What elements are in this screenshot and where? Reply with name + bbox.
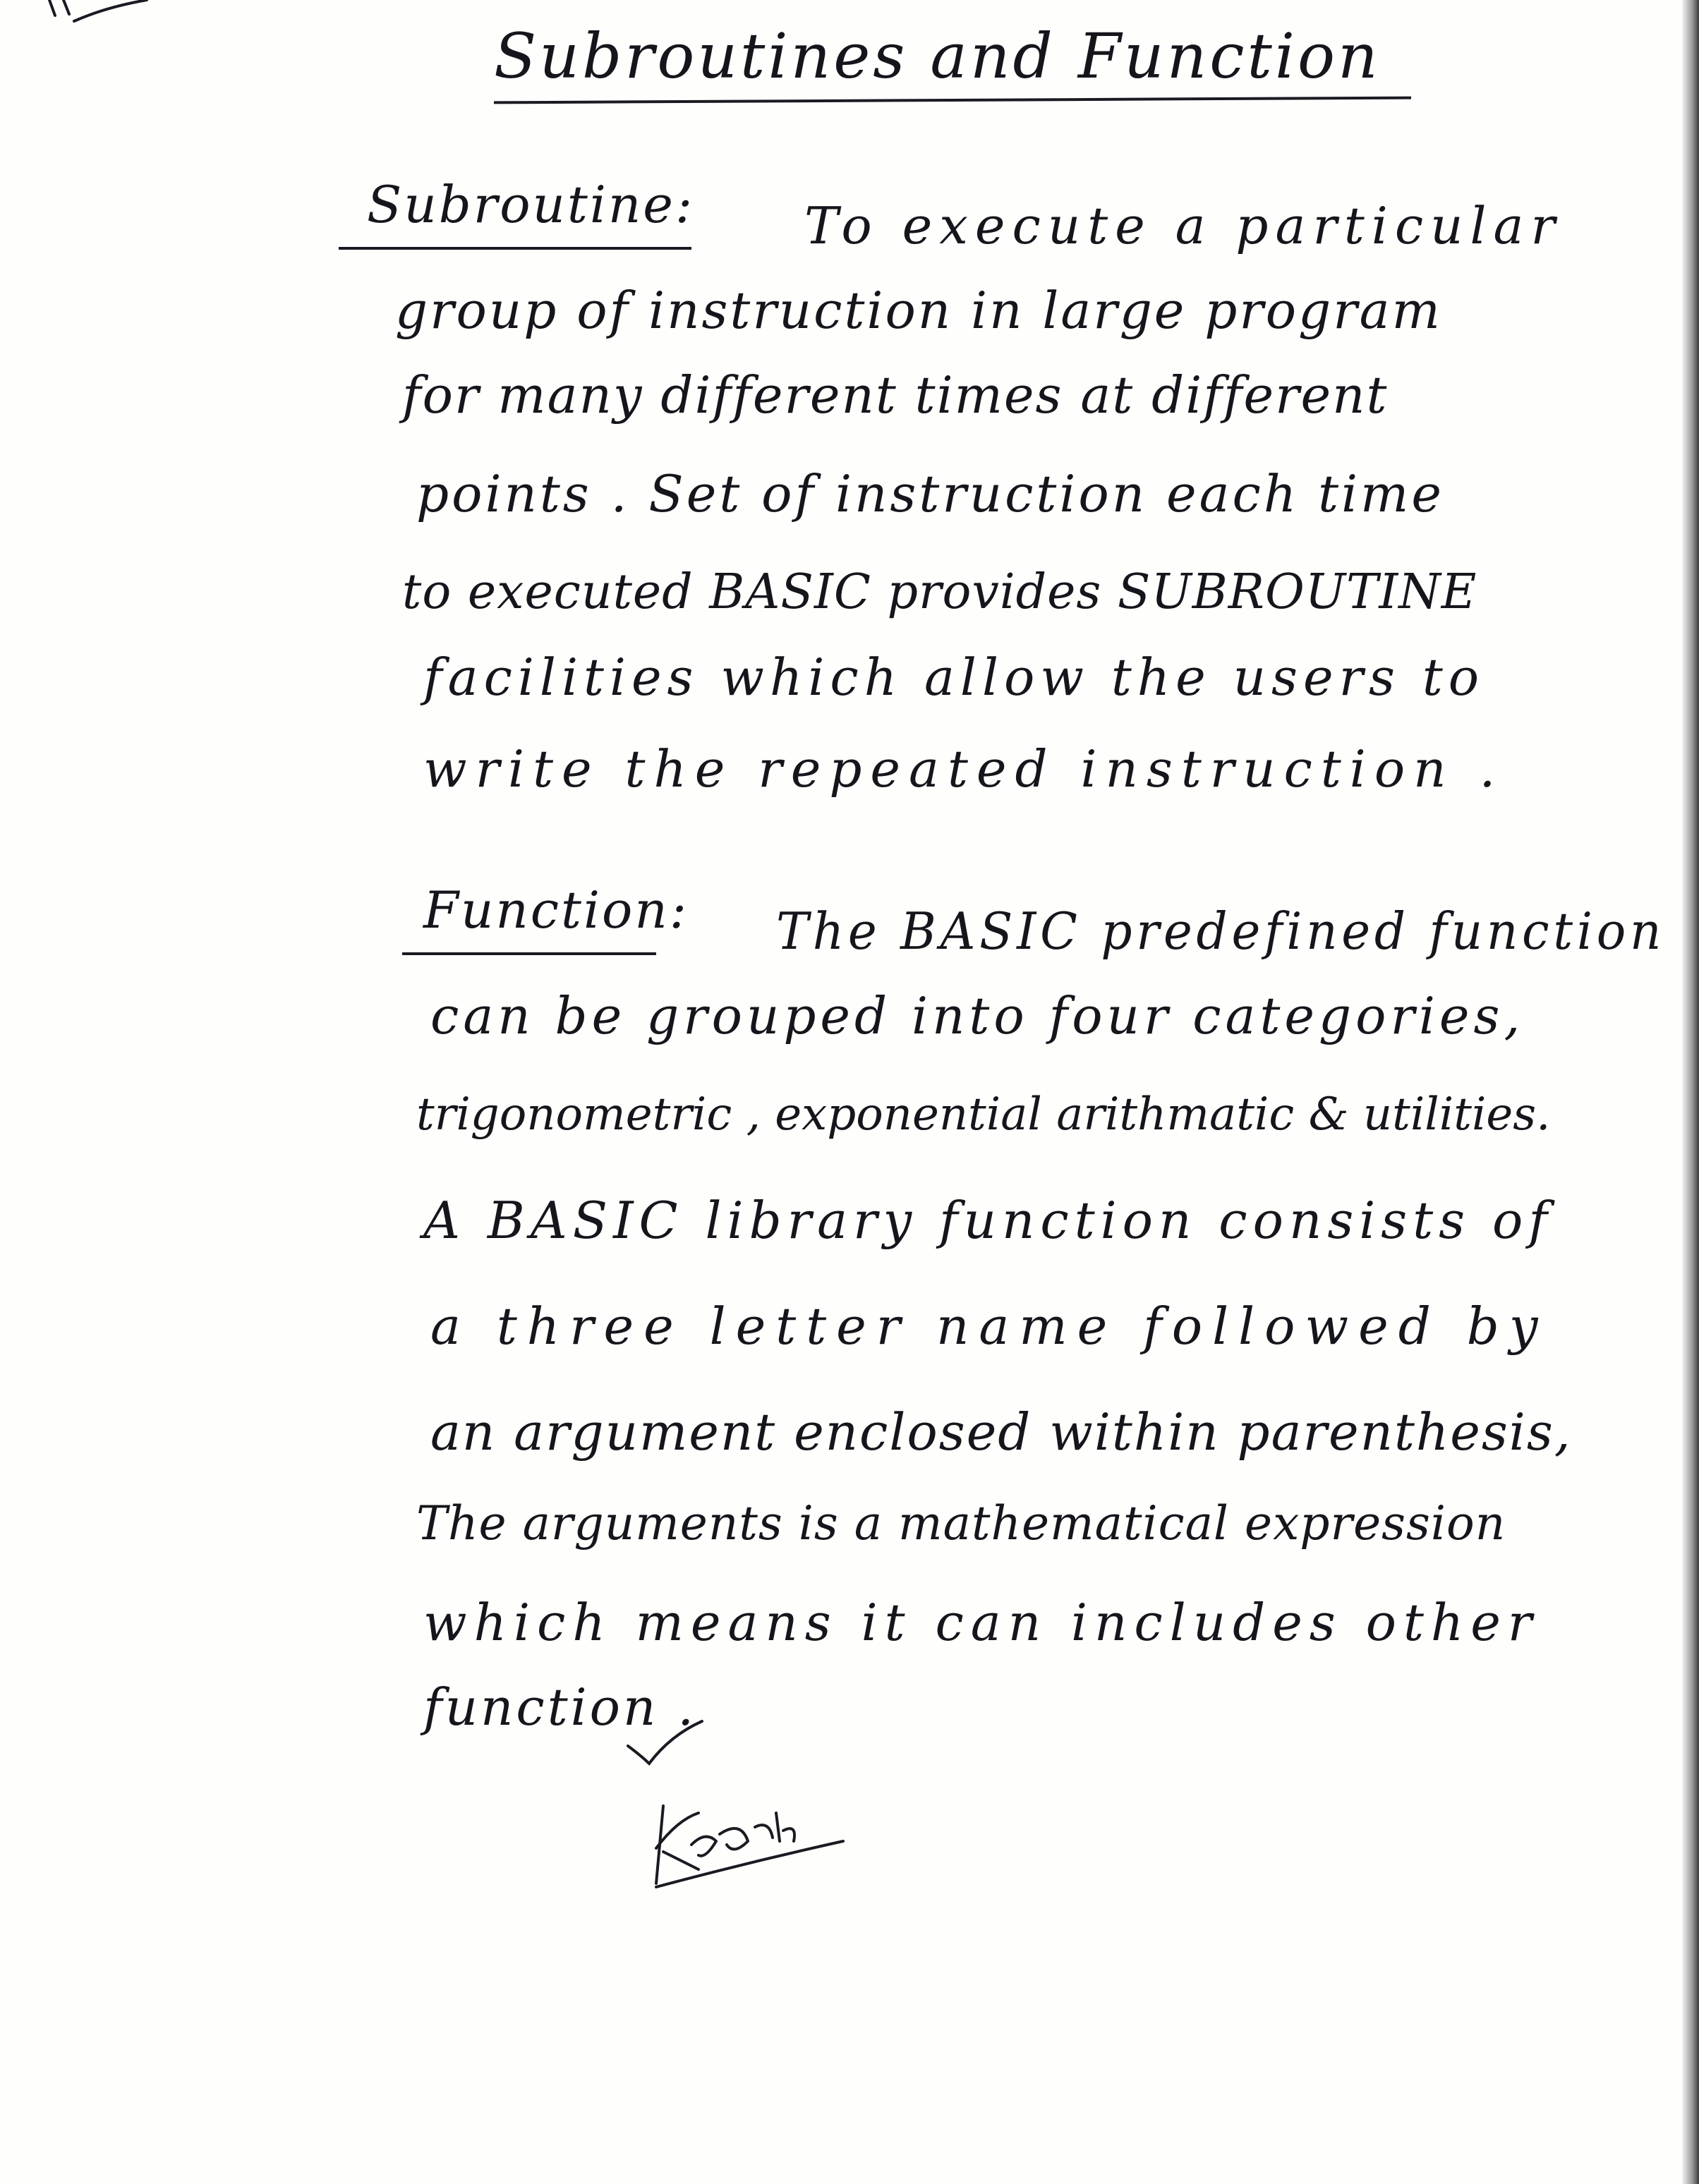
check-mark-icon	[621, 1714, 706, 1771]
signature	[649, 1792, 847, 1898]
function-heading: Function:	[423, 880, 689, 940]
function-line-5: a three letter name followed by	[430, 1297, 1548, 1356]
function-line-2: can be grouped into four categories,	[430, 986, 1525, 1045]
function-heading-underline	[402, 952, 656, 955]
corner-pen-mark	[28, 0, 148, 42]
subroutine-line-5: to executed BASIC provides SUBROUTINE	[402, 564, 1477, 620]
function-line-6: an argument enclosed within parenthesis,	[430, 1402, 1572, 1462]
subroutine-line-1: To execute a particular	[804, 196, 1562, 255]
function-line-1: The BASIC predefined function	[776, 902, 1666, 961]
subroutine-line-6: facilities which allow the users to	[423, 648, 1485, 707]
subroutine-heading-underline	[339, 247, 691, 250]
subroutine-line-4: points . Set of instruction each time	[416, 464, 1444, 523]
subroutine-heading: Subroutine:	[367, 175, 695, 234]
page-edge-shadow	[1682, 0, 1699, 2184]
subroutine-line-3: for many different times at different	[402, 365, 1389, 425]
function-line-7: The arguments is a mathematical expression	[416, 1496, 1506, 1551]
function-line-3: trigonometric , exponential arithmatic & utilities.	[416, 1088, 1551, 1141]
page-title: Subroutines and Function	[494, 20, 1381, 92]
function-line-9: function .	[423, 1678, 697, 1737]
function-line-8: which means it can includes other	[423, 1593, 1540, 1652]
subroutine-line-2: group of instruction in large program	[395, 281, 1442, 340]
subroutine-line-7: write the repeated instruction .	[423, 739, 1504, 799]
function-line-4: A BASIC library function consists of	[423, 1191, 1554, 1250]
